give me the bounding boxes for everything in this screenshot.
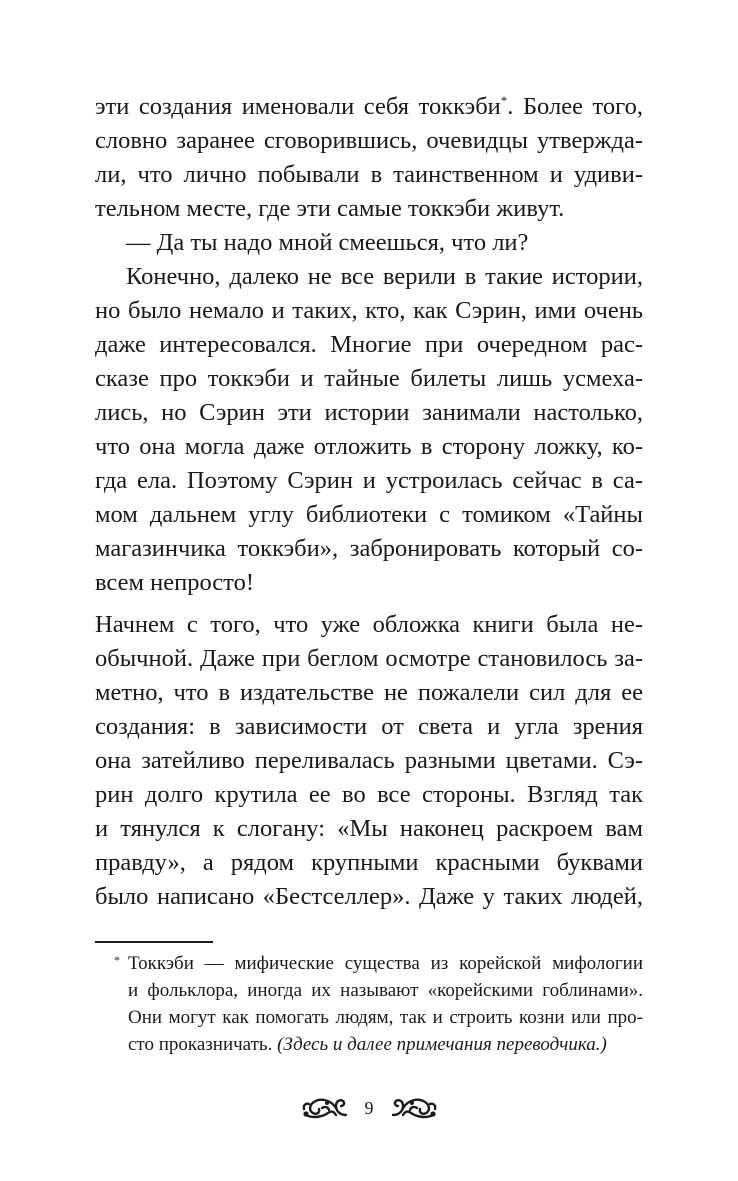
text-line: гда ела. Поэтому Сэрин и устроилась сейчас в са- xyxy=(95,467,643,494)
text-line: она затейливо переливалась разными цветами. Сэ- xyxy=(95,747,643,774)
ornament-left-icon xyxy=(300,1095,350,1121)
folio xyxy=(0,1095,738,1125)
text-line: правду», а рядом крупными красными буквами xyxy=(95,849,643,876)
text-line: создания: в зависимости от света и угла зрения xyxy=(95,713,643,740)
footnote-line: и фольклора, иногда их называют «корейскими гоблинами». xyxy=(128,980,643,1001)
footnote-rule xyxy=(95,941,213,943)
ornament-right-icon xyxy=(389,1095,439,1121)
text-line: мом дальнем углу библиотеки с томиком «Тайны xyxy=(95,501,643,528)
text-line: сказе про токкэби и тайные билеты лишь усмеха- xyxy=(95,365,643,392)
text-line: Начнем с того, что уже обложка книги была не- xyxy=(95,611,643,638)
text-span: . Более того, xyxy=(507,93,643,120)
text-line: даже интересовался. Многие при очередном рас- xyxy=(95,331,643,358)
text-line: обычной. Даже при беглом осмотре становилось за- xyxy=(95,645,643,672)
text-line: ли, что лично побывали в таинственном и удиви- xyxy=(95,161,643,188)
text-line: Конечно, далеко не все верили в такие истории, xyxy=(126,263,643,290)
text-line: что она могла даже отложить в сторону ложку, ко- xyxy=(95,433,643,460)
footnote-text: сто проказничать. xyxy=(128,1034,273,1055)
text-line: но было немало и таких, кто, как Сэрин, ими очень xyxy=(95,297,643,324)
footnote-line xyxy=(128,1031,643,1058)
text-line: и тянулся к слогану: «Мы наконец раскроем вам xyxy=(95,815,643,842)
text-span: эти создания именовали себя токкэби xyxy=(95,93,501,120)
text-line: было написано «Бестселлер». Даже у таких людей, xyxy=(95,883,643,910)
text-line: рин долго крутила ее во все стороны. Взгляд так xyxy=(95,781,643,808)
footnote-mark: * xyxy=(114,953,120,967)
text-line: словно заранее сговорившись, очевидцы утвержда- xyxy=(95,127,643,154)
text-line: магазинчика токкэби», забронировать который со- xyxy=(95,535,643,562)
text-line: тельном месте, где эти самые токкэби живут. xyxy=(95,195,565,222)
translator-note: (Здесь и далее примечания переводчика.) xyxy=(277,1034,607,1055)
text-line: метно, что в издательстве не пожалели сил для ее xyxy=(95,679,643,706)
text-line: всем непросто! xyxy=(95,569,254,596)
footnote-line: Токкэби — мифические существа из корейской мифологии xyxy=(128,953,643,974)
dialogue-line: — Да ты надо мной смеешься, что ли? xyxy=(126,229,529,256)
text-line: лись, но Сэрин эти истории занимали настолько, xyxy=(95,399,643,426)
footnote-line: Они могут как помогать людям, так и строить козни или про- xyxy=(128,1007,643,1028)
footnote-reference: * xyxy=(500,93,508,108)
text-line xyxy=(95,90,643,124)
page-number: 9 xyxy=(364,1098,374,1118)
